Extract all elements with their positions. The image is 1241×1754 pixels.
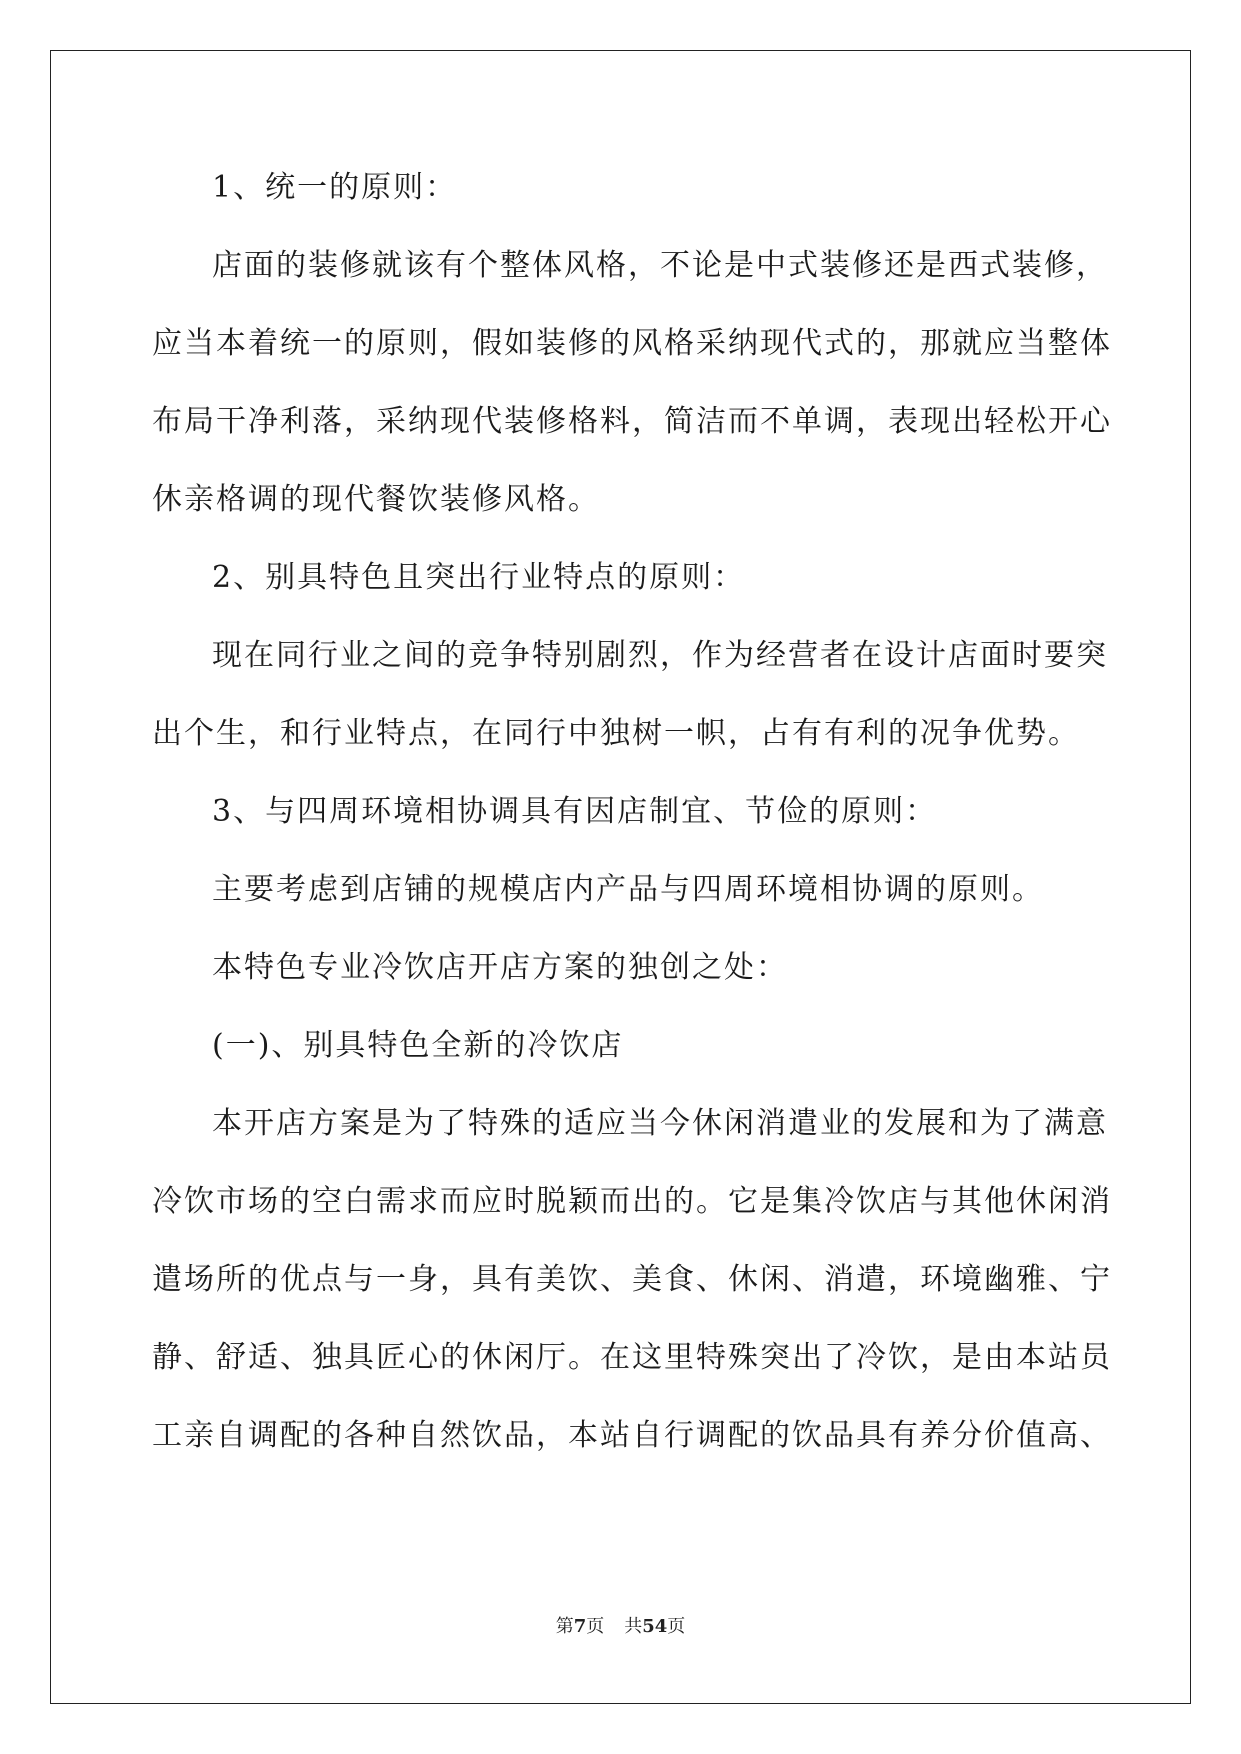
total-pages: 54 — [642, 1616, 668, 1637]
paragraph-line: 2、别具特色且突出行业特点的原则： — [212, 560, 746, 595]
paragraph-line: 本开店方案是为了特殊的适应当今休闲消遣业的发展和为了满意 — [212, 1106, 1108, 1141]
paragraph-line: 遣场所的优点与一身，具有美饮、美食、休闲、消遣，环境幽雅、宁 — [152, 1262, 1112, 1297]
paragraph-line: 1、统一的原则： — [212, 170, 458, 205]
paragraph-line: 3、与四周环境相协调具有因店制宜、节俭的原则： — [212, 794, 938, 829]
paragraph-line: 出个生，和行业特点，在同行中独树一帜，占有有利的况争优势。 — [152, 716, 1080, 751]
paragraph-line: 应当本着统一的原则，假如装修的风格采纳现代式的，那就应当整体 — [152, 326, 1112, 361]
paragraph-line: (一)、别具特色全新的冷饮店 — [212, 1028, 624, 1063]
footer-prefix: 第 — [555, 1616, 574, 1637]
paragraph-line: 本特色专业冷饮店开店方案的独创之处： — [212, 950, 788, 985]
paragraph-line: 冷饮市场的空白需求而应时脱颖而出的。它是集冷饮店与其他休闲消 — [152, 1184, 1112, 1219]
footer-page-suffix: 页 — [586, 1616, 605, 1637]
footer-total-suffix: 页 — [667, 1616, 686, 1637]
paragraph-line: 主要考虑到店铺的规模店内产品与四周环境相协调的原则。 — [212, 872, 1044, 907]
paragraph-line: 店面的装修就该有个整体风格，不论是中式装修还是西式装修， — [212, 248, 1108, 283]
paragraph-line: 现在同行业之间的竞争特别剧烈，作为经营者在设计店面时要突 — [212, 638, 1108, 673]
page-number: 7 — [573, 1616, 587, 1637]
paragraph-line: 休亲格调的现代餐饮装修风格。 — [152, 482, 600, 517]
paragraph-line: 工亲自调配的各种自然饮品，本站自行调配的饮品具有养分价值高、 — [152, 1418, 1112, 1453]
page-footer — [0, 1612, 1241, 1638]
paragraph-line: 布局干净利落，采纳现代装修格料，简洁而不单调，表现出轻松开心 — [152, 404, 1112, 439]
footer-total-prefix: 共 — [624, 1616, 643, 1637]
paragraph-line: 静、舒适、独具匠心的休闲厅。在这里特殊突出了冷饮，是由本站员 — [152, 1340, 1112, 1375]
